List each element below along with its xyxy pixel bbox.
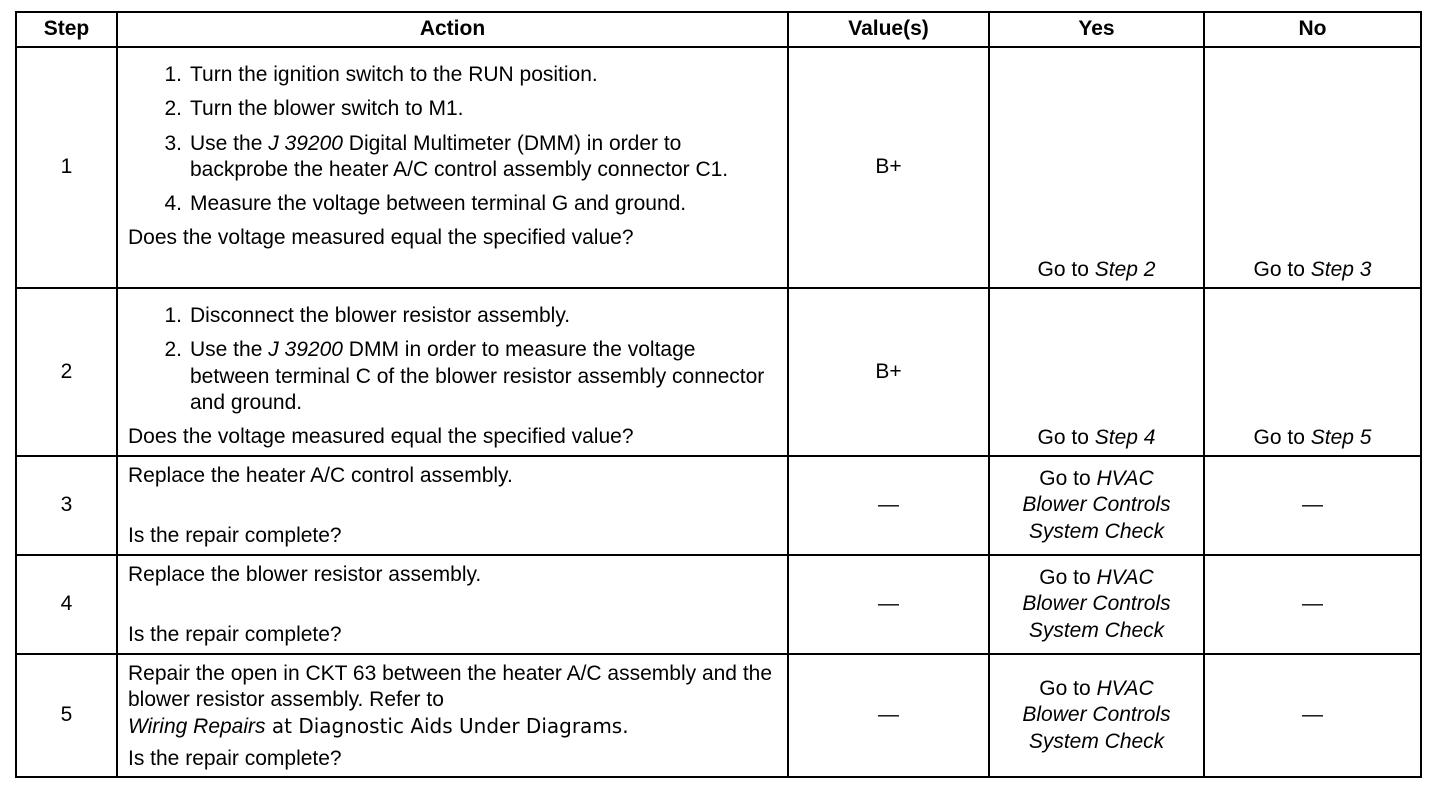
header-action: Action bbox=[117, 12, 788, 47]
value-cell: — bbox=[788, 456, 989, 555]
action-step: 4. Measure the voltage between terminal G and ground. bbox=[164, 192, 687, 215]
diagnostic-table bbox=[15, 11, 1422, 778]
tool-reference: J 39200 bbox=[268, 131, 343, 155]
yes-cell: Go to HVAC Blower Controls System Check bbox=[989, 456, 1204, 555]
no-cell: — bbox=[1204, 555, 1421, 654]
action-cell bbox=[117, 47, 788, 288]
table-row bbox=[16, 288, 1421, 456]
value-cell: — bbox=[788, 555, 989, 654]
action-text: Replace the heater A/C control assembly. bbox=[128, 464, 513, 487]
action-question: Is the repair complete? bbox=[128, 746, 342, 770]
step-number: 1 bbox=[16, 47, 117, 288]
step-number: 5 bbox=[16, 654, 117, 777]
no-cell: — bbox=[1204, 456, 1421, 555]
action-steps bbox=[128, 303, 777, 416]
header-values: Value(s) bbox=[788, 12, 989, 47]
no-cell: Go to Step 3 bbox=[1204, 47, 1421, 288]
yes-cell: Go to Step 2 bbox=[989, 47, 1204, 288]
yes-link[interactable]: HVAC bbox=[1096, 677, 1154, 701]
value-cell: — bbox=[788, 654, 989, 777]
yes-link[interactable]: HVAC bbox=[1096, 467, 1154, 491]
action-question: Does the voltage measured equal the specified value? bbox=[128, 226, 634, 250]
action-step: 1. Disconnect the blower resistor assembly. bbox=[164, 304, 571, 327]
yes-cell: Go to HVAC Blower Controls System Check bbox=[989, 654, 1204, 777]
yes-link[interactable]: Step 2 bbox=[1094, 257, 1156, 281]
header-step: Step bbox=[16, 12, 117, 47]
step-number: 3 bbox=[16, 456, 117, 555]
no-link[interactable]: Step 5 bbox=[1310, 425, 1372, 449]
action-cell bbox=[117, 288, 788, 456]
action-cell bbox=[117, 555, 788, 654]
yes-link[interactable]: Step 4 bbox=[1094, 425, 1156, 449]
no-cell: — bbox=[1204, 654, 1421, 777]
no-cell: Go to Step 5 bbox=[1204, 288, 1421, 456]
header-no: No bbox=[1204, 12, 1421, 47]
action-question: Does the voltage measured equal the specified value? bbox=[128, 425, 634, 448]
table-row bbox=[16, 47, 1421, 288]
action-cell bbox=[117, 654, 788, 777]
yes-cell: Go to Step 4 bbox=[989, 288, 1204, 456]
yes-cell: Go to HVAC Blower Controls System Check bbox=[989, 555, 1204, 654]
action-text: Replace the blower resistor assembly. bbox=[128, 563, 482, 586]
action-step: 2. Turn the blower switch to M1. bbox=[164, 97, 464, 121]
action-cell bbox=[117, 456, 788, 555]
step-number: 2 bbox=[16, 288, 117, 456]
value-cell: B+ bbox=[788, 47, 989, 288]
table-row bbox=[16, 456, 1421, 555]
yes-link[interactable]: HVAC bbox=[1096, 566, 1154, 590]
action-question: Is the repair complete? bbox=[128, 524, 342, 548]
table-row bbox=[16, 654, 1421, 777]
table-row bbox=[16, 555, 1421, 654]
wiring-repairs-reference: Wiring Repairs bbox=[128, 714, 266, 738]
header-row bbox=[16, 12, 1421, 47]
header-yes: Yes bbox=[989, 12, 1204, 47]
action-text: Repair the open in CKT 63 between the heater A/C assembly and the blower resistor assembly. Refer to Wiring Repairs at Diagnostic Aids Under Diagrams. bbox=[128, 662, 773, 738]
tool-reference: J 39200 bbox=[268, 338, 343, 362]
value-cell: B+ bbox=[788, 288, 989, 456]
action-question: Is the repair complete? bbox=[128, 623, 342, 647]
action-step: 1. Turn the ignition switch to the RUN position. bbox=[164, 63, 598, 86]
action-step: 2. Use the J 39200 DMM in order to measure the voltage between terminal C of the blower resistor assembly connector and ground. bbox=[164, 338, 765, 414]
action-steps bbox=[128, 62, 777, 217]
step-number: 4 bbox=[16, 555, 117, 654]
action-step: 3. Use the J 39200 Digital Multimeter (DMM) in order to backprobe the heater A/C control assembly connector C1. bbox=[164, 131, 729, 181]
no-link[interactable]: Step 3 bbox=[1310, 257, 1372, 281]
